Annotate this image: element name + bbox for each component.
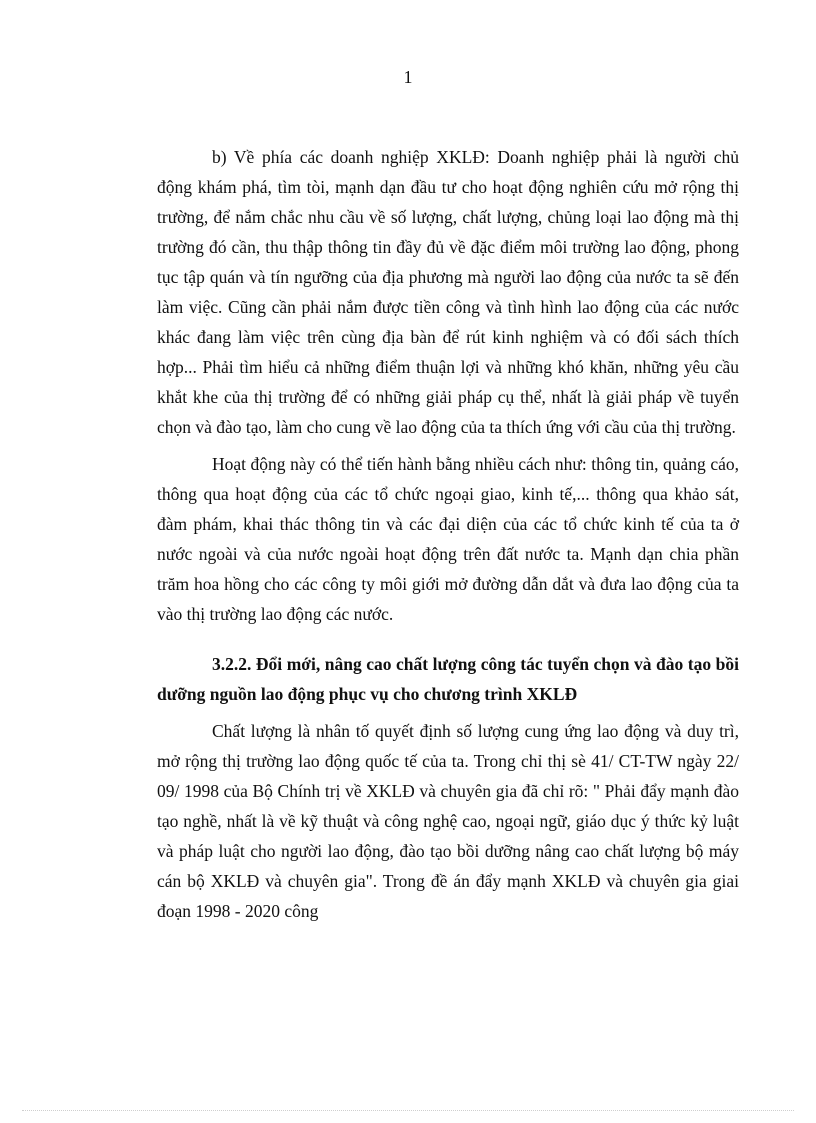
paragraph-quality: Chất lượng là nhân tố quyết định số lượng cung ứng lao động và duy trì, mở rộng thị trường lao động quốc tế của ta. Trong chỉ thị sè 41/ CT-TW ngày 22/ 09/ 1998 của Bộ Chính trị về XKLĐ và chuyên gia đã chỉ rõ: " Phải đẩy mạnh đào tạo nghề, nhất là về kỹ thuật và công nghệ cao, ngoại ngữ, giáo dục ý thức kỷ luật và pháp luật cho người lao động, đào tạo bồi dưỡng nâng cao chất lượng bộ máy cán bộ XKLĐ và chuyên gia". Trong đề án đẩy mạnh XKLĐ và chuyên gia giai đoạn 1998 - 2020 công — [157, 721, 739, 921]
paragraph-activities: Hoạt động này có thể tiến hành bằng nhiều cách như: thông tin, quảng cáo, thông qua hoạt động của các tổ chức ngoại giao, kinh tế,... thông qua khảo sát, đàm phám, khai thác thông tin và các đại diện của các tổ chức kinh tế của ta ở nước ngoài và của nước ngoài hoạt động trên đất nước ta. Mạnh dạn chia phần trăm hoa hồng cho các công ty môi giới mở đường dẫn dắt và đưa lao động của ta vào thị trường lao động các nước. — [157, 454, 739, 624]
paragraph-enterprises: b) Về phía các doanh nghiệp XKLĐ: Doanh nghiệp phải là người chủ động khám phá, tìm tòi, mạnh dạn đầu tư cho hoạt động nghiên cứu mở rộng thị trường, để nắm chắc nhu cầu về số lượng, chất lượng, chủng loại lao động mà thị trường đó cần, thu thập thông tin đầy đủ về đặc điểm môi trường lao động, phong tục tập quán và tín ngưỡng của địa phương mà người lao động của nước ta sẽ đến làm việc. Cũng cần phải nắm được tiền công và tình hình lao động của các nước khác đang làm việc trên cùng địa bàn để rút kinh nghiệm và có đối sách thích hợp... Phải tìm hiểu cả những điểm thuận lợi và những khó khăn, những yêu cầu khắt khe của thị trường để có những giải pháp cụ thể, nhất là giải pháp về tuyển chọn và đào tạo, làm cho cung về lao động của ta thích ứng với cầu của thị trường. — [157, 147, 739, 437]
page-bottom-divider — [22, 1110, 794, 1111]
document-body — [157, 142, 739, 926]
page-number: 1 — [403, 67, 413, 87]
section-heading: 3.2.2. Đổi mới, nâng cao chất lượng công tác tuyển chọn và đào tạo bồi dưỡng nguồn lao động phục vụ cho chương trình XKLĐ — [157, 654, 739, 704]
